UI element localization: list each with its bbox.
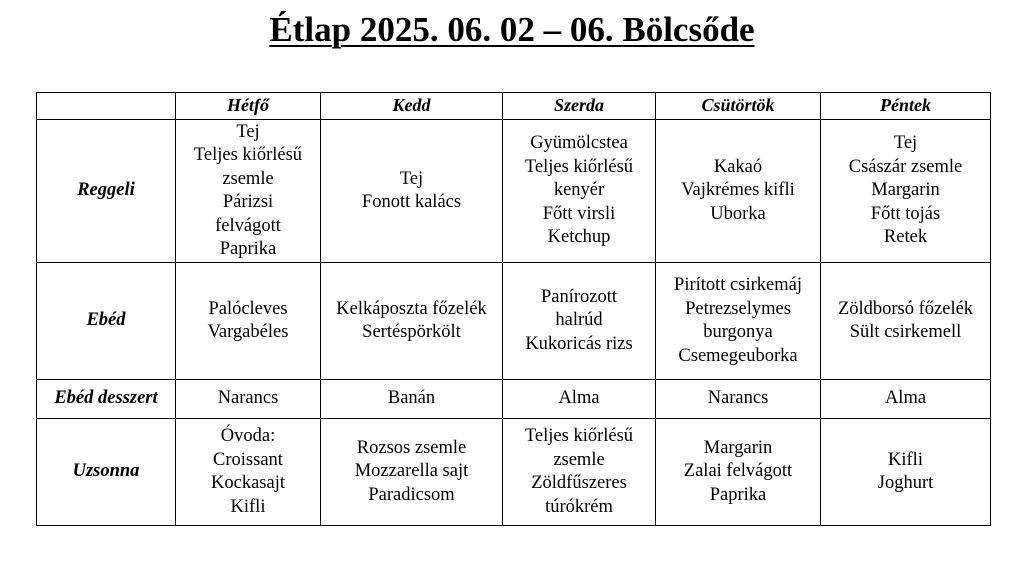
- menu-cell: [321, 419, 503, 526]
- menu-cell: [503, 263, 656, 380]
- menu-item-line: Pirított csirkemáj: [674, 275, 802, 295]
- menu-cell: [656, 263, 821, 380]
- menu-cell: [821, 419, 991, 526]
- menu-cell: [321, 263, 503, 380]
- menu-item-line: zsemle: [553, 449, 605, 470]
- menu-item-line: Tej: [399, 168, 424, 189]
- menu-cell: [503, 120, 656, 263]
- menu-item-line: Fonott kalács: [361, 192, 462, 212]
- menu-item-line: felvágott: [215, 215, 281, 236]
- menu-item-line: Petrezselymes: [685, 298, 791, 319]
- day-header-monday: Hétfő: [176, 93, 321, 120]
- menu-item-line: Ketchup: [547, 227, 611, 248]
- menu-item-line: Sült csirkemell: [849, 322, 962, 342]
- menu-cell: [321, 380, 503, 419]
- menu-item-line: Kifli: [888, 449, 923, 470]
- menu-item-line: Csemegeuborka: [678, 345, 798, 366]
- menu-item-line: Vajkrémes kifli: [681, 180, 795, 201]
- menu-cell: [656, 380, 821, 419]
- menu-item-line: Tej: [236, 121, 260, 142]
- menu-item-line: Margarin: [871, 180, 940, 201]
- row-label: Ebéd: [37, 263, 176, 380]
- menu-item-line: Gyümölcstea: [530, 133, 628, 154]
- menu-item-line: Teljes kiőrlésű: [524, 426, 634, 446]
- day-header-tuesday: Kedd: [321, 93, 503, 120]
- menu-item-line: Mozzarella sajt: [354, 461, 469, 482]
- menu-item-line: kenyér: [553, 180, 605, 201]
- menu-item-line: Kockasajt: [211, 473, 285, 493]
- menu-item-line: Vargabéles: [207, 322, 289, 342]
- menu-item-line: Kukoricás rizs: [525, 333, 633, 354]
- menu-cell: [321, 120, 503, 263]
- menu-cell: [176, 263, 321, 380]
- menu-cell: [503, 380, 656, 419]
- menu-item-line: Teljes kiőrlésű: [193, 145, 303, 165]
- menu-item-line: Narancs: [707, 388, 769, 409]
- menu-item-line: túrókrém: [545, 496, 613, 517]
- day-header-friday: Péntek: [821, 93, 991, 120]
- menu-table: [36, 92, 991, 526]
- menu-item-line: Uborka: [710, 203, 766, 224]
- menu-item-line: Narancs: [217, 388, 279, 409]
- menu-item-line: Császár zsemle: [848, 156, 963, 177]
- menu-item-line: halrúd: [555, 310, 603, 331]
- menu-item-line: Paradicsom: [368, 484, 455, 505]
- meal-row-snack: [37, 419, 991, 526]
- menu-item-line: Kifli: [230, 496, 266, 517]
- page-title: Étlap 2025. 06. 02 – 06. Bölcsőde: [269, 10, 755, 49]
- menu-item-line: Sertéspörkölt: [362, 322, 461, 342]
- menu-item-line: burgonya: [703, 322, 773, 342]
- menu-item-line: Kakaó: [713, 156, 763, 177]
- menu-item-line: Banán: [387, 388, 436, 409]
- meal-row-lunch: [37, 263, 991, 380]
- menu-item-line: zsemle: [222, 168, 274, 189]
- menu-item-line: Zalai felvágott: [683, 461, 793, 482]
- menu-item-line: Tej: [893, 133, 918, 154]
- menu-item-line: Alma: [884, 388, 927, 409]
- row-label: Reggeli: [37, 120, 176, 263]
- menu-cell: [821, 380, 991, 419]
- menu-cell: [176, 419, 321, 526]
- menu-cell: [656, 120, 821, 263]
- menu-item-line: Retek: [883, 227, 928, 248]
- corner-cell: [37, 93, 176, 120]
- menu-cell: [821, 263, 991, 380]
- menu-cell: [656, 419, 821, 526]
- meal-row-breakfast: [37, 120, 991, 263]
- menu-cell: [176, 380, 321, 419]
- day-header-wednesday: Szerda: [503, 93, 656, 120]
- menu-item-line: Zöldfűszeres: [531, 473, 627, 493]
- menu-item-line: Főtt virsli: [542, 203, 616, 224]
- menu-item-line: Palócleves: [208, 298, 288, 319]
- menu-item-line: Paprika: [709, 484, 767, 505]
- menu-item-line: Joghurt: [877, 473, 934, 493]
- menu-item-line: Paprika: [219, 239, 277, 259]
- menu-cell: [176, 120, 321, 263]
- menu-cell: [503, 419, 656, 526]
- menu-cell: [821, 120, 991, 263]
- menu-item-line: Rozsos zsemle: [356, 437, 467, 458]
- day-header-thursday: Csütörtök: [656, 93, 821, 120]
- menu-item-line: Óvoda:: [220, 426, 276, 446]
- menu-item-line: Alma: [558, 388, 600, 409]
- menu-item-line: Főtt tojás: [870, 203, 941, 224]
- row-label: Uzsonna: [37, 419, 176, 526]
- menu-item-line: Croissant: [213, 449, 283, 470]
- menu-item-line: Panírozott: [540, 286, 618, 307]
- menu-item-line: Párizsi: [222, 192, 274, 212]
- row-label: Ebéd desszert: [37, 380, 176, 419]
- menu-item-line: Margarin: [703, 437, 773, 458]
- menu-item-line: Zöldborsó főzelék: [837, 298, 974, 319]
- menu-item-line: Kelkáposzta főzelék: [336, 298, 487, 319]
- menu-item-line: Teljes kiőrlésű: [524, 156, 634, 177]
- meal-row-dessert: [37, 380, 991, 419]
- header-row: [37, 93, 991, 120]
